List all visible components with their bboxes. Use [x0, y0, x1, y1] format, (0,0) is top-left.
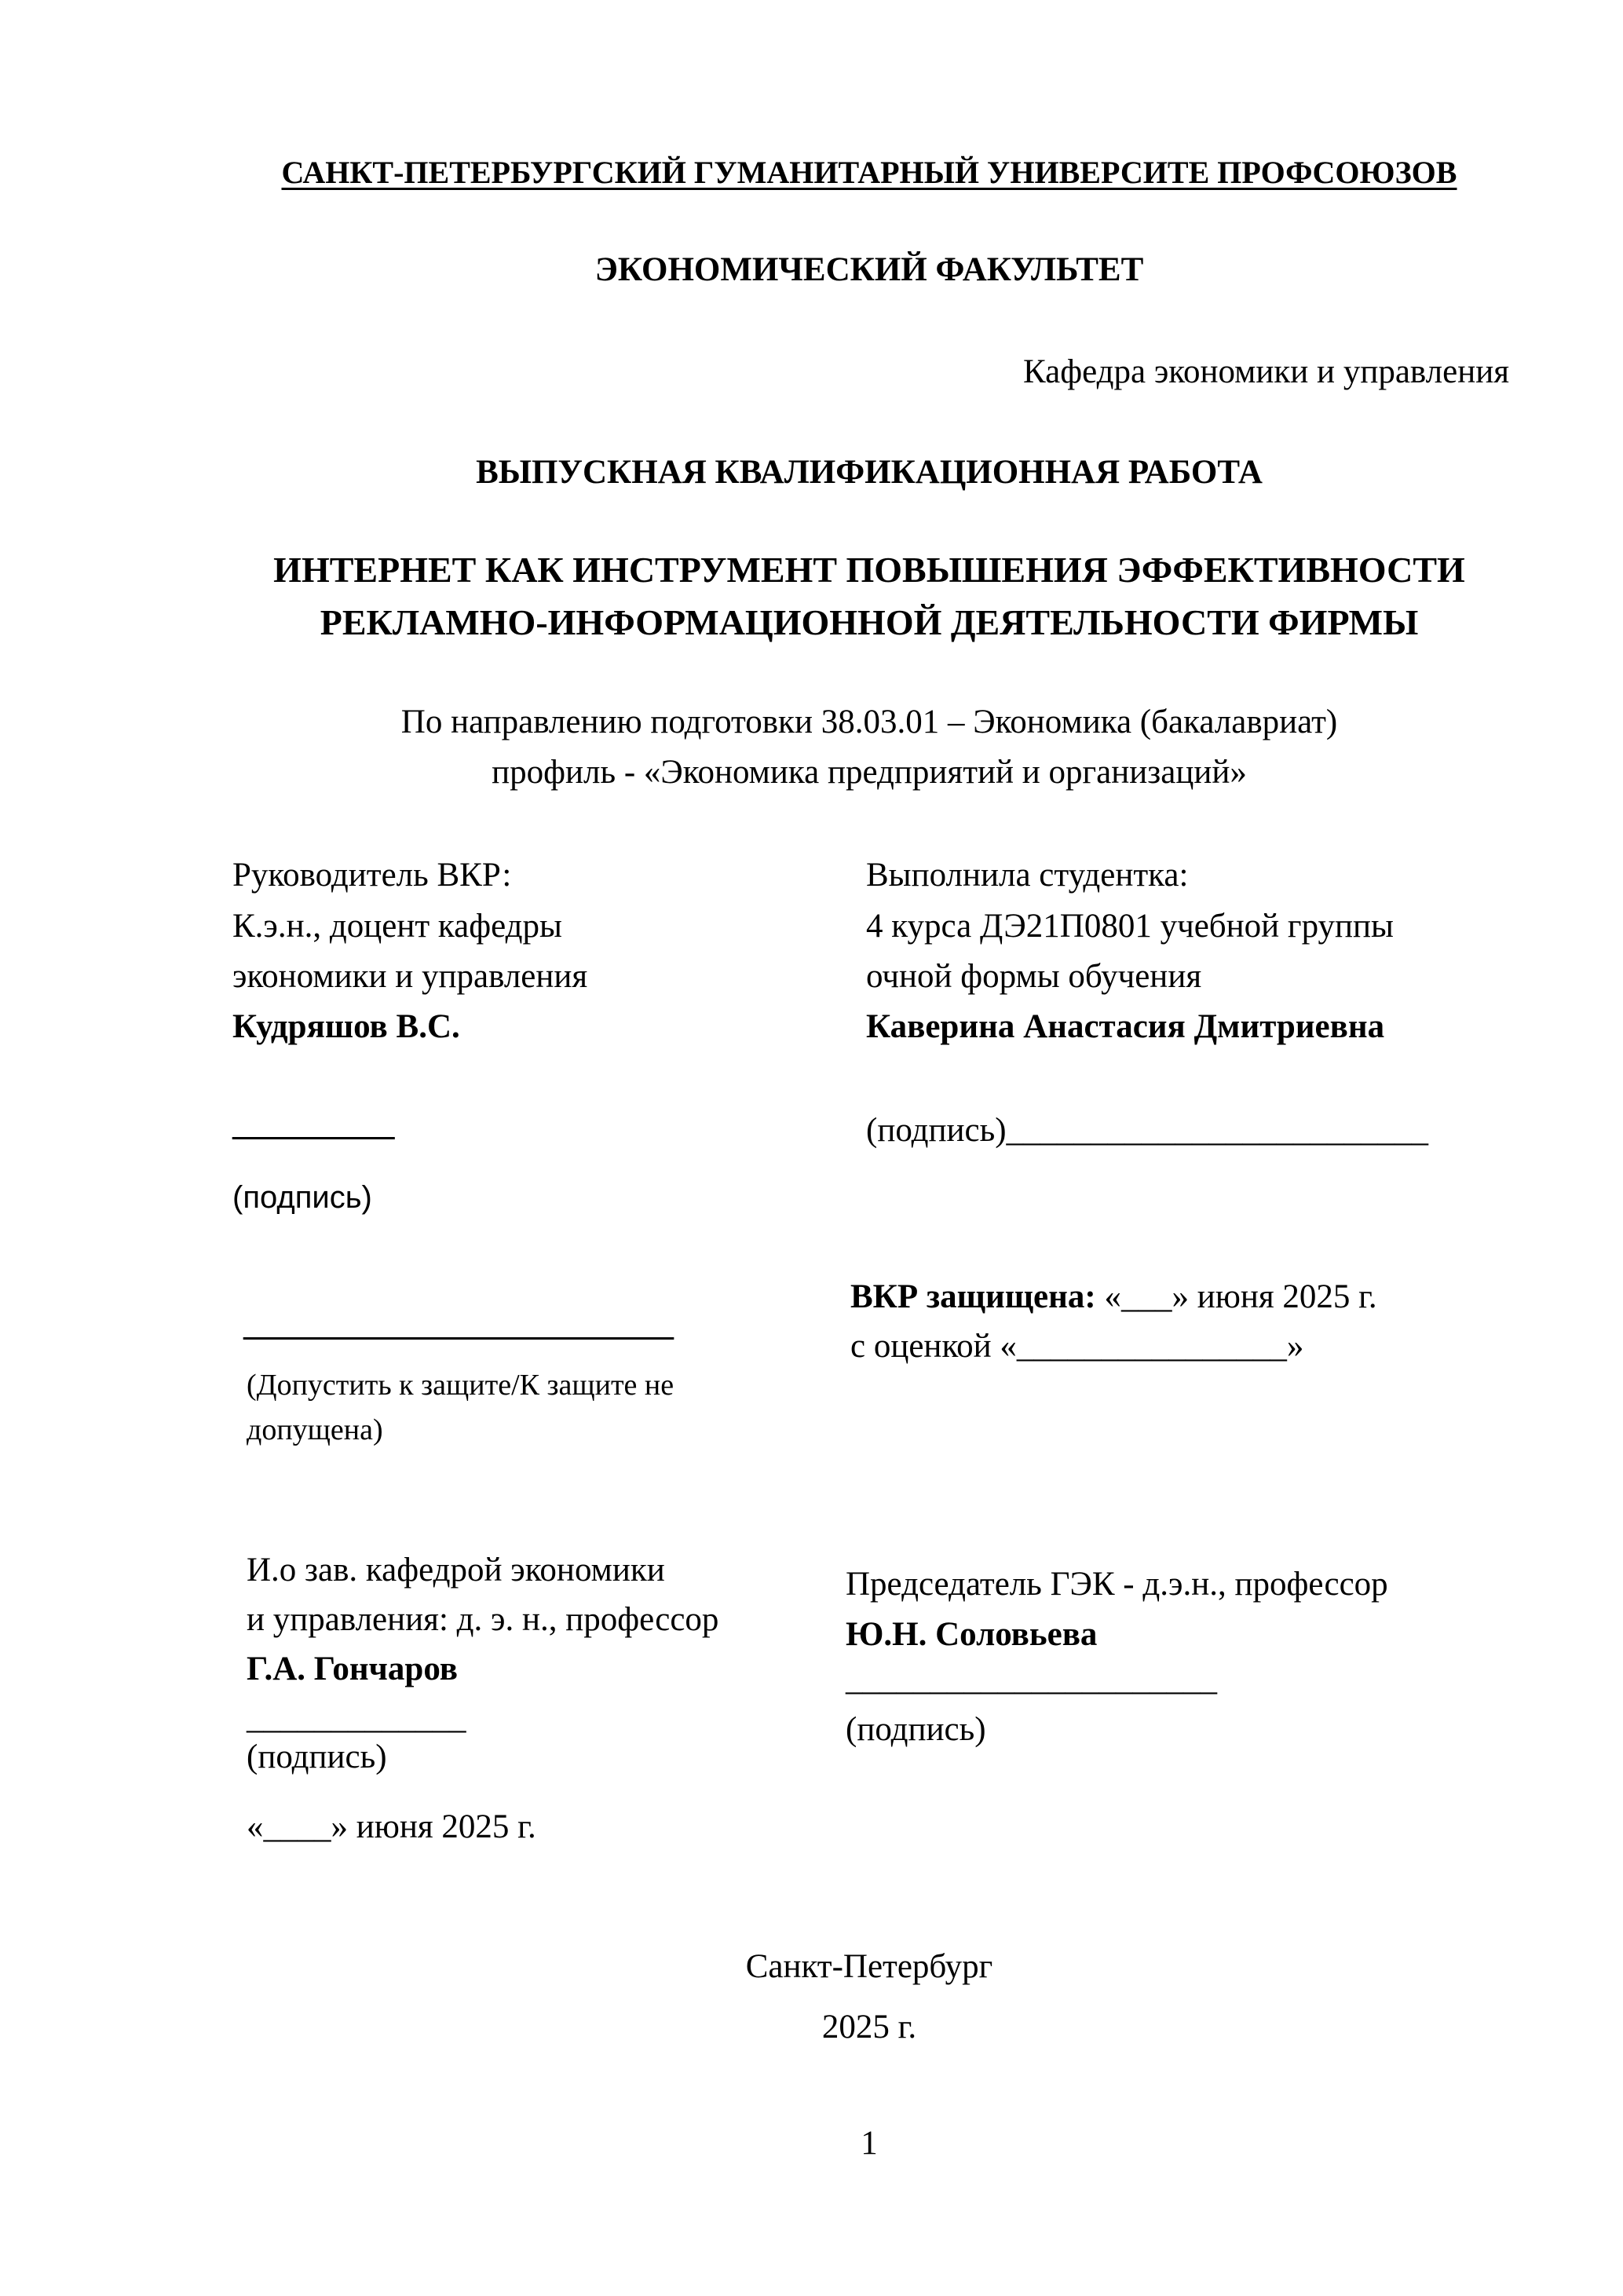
year: 2025 г. [821, 2009, 917, 2046]
defense-grade: с оценкой «________________» [850, 1328, 1304, 1365]
defense-label: ВКР защищена: [850, 1278, 1096, 1315]
work-title-line2: РЕКЛАМНО-ИНФОРМАЦИОННОЙ ДЕЯТЕЛЬНОСТИ ФИРМЫ [320, 602, 1419, 642]
profile-line: профиль - «Экономика предприятий и организаций» [492, 754, 1247, 791]
department-name: Кафедра экономики и управления [1023, 353, 1509, 390]
city: Санкт-Петербург [745, 1948, 993, 1985]
supervisor-position-line1: К.э.н., доцент кафедры [232, 908, 562, 945]
admission-line: ____________________________ [243, 1306, 672, 1343]
admission-note-line2: допущена) [247, 1413, 383, 1446]
university-name: САНКТ-ПЕТЕРБУРГСКИЙ ГУМАНИТАРНЫЙ УНИВЕРСИТЕ ПРОФСОЮЗОВ [281, 155, 1457, 190]
student-group-line: 4 курса ДЭ21П0801 учебной группы [866, 908, 1394, 945]
supervisor-heading: Руководитель ВКР: [232, 857, 512, 894]
supervisor-signature-label: (подпись) [232, 1180, 372, 1215]
student-heading: Выполнила студентка: [866, 857, 1189, 894]
chairman-line1: Председатель ГЭК - д.э.н., профессор [846, 1566, 1388, 1603]
head-line1: И.о зав. кафедрой экономики [247, 1552, 665, 1589]
head-signature-line: _____________ [247, 1699, 466, 1736]
supervisor-name: Кудряшов В.С. [232, 1008, 460, 1045]
work-title-line1: ИНТЕРНЕТ КАК ИНСТРУМЕНТ ПОВЫШЕНИЯ ЭФФЕКТИВНОСТИ [273, 550, 1465, 590]
student-form-line: очной формы обучения [866, 958, 1202, 995]
chairman-signature-line: ______________________ [846, 1661, 1217, 1698]
head-date: «____» июня 2025 г. [247, 1808, 536, 1845]
page-number: 1 [861, 2125, 878, 2162]
student-signature: (подпись)_________________________ [866, 1112, 1429, 1149]
chairman-name: Ю.Н. Соловьева [846, 1616, 1098, 1653]
admission-note-line1: (Допустить к защите/К защите не [247, 1369, 674, 1402]
head-line2: и управления: д. э. н., профессор [247, 1601, 719, 1638]
defense-line [850, 1280, 1377, 1314]
student-name: Каверина Анастасия Дмитриевна [866, 1008, 1385, 1045]
work-type: ВЫПУСКНАЯ КВАЛИФИКАЦИОННАЯ РАБОТА [476, 454, 1263, 491]
chairman-signature-label: (подпись) [846, 1711, 986, 1748]
supervisor-signature-line: ___________ [232, 1106, 393, 1143]
direction-line: По направлению подготовки 38.03.01 – Экономика (бакалавриат) [400, 704, 1338, 740]
defense-date: «___» июня 2025 г. [1095, 1278, 1377, 1315]
supervisor-position-line2: экономики и управления [232, 958, 588, 995]
head-name: Г.А. Гончаров [247, 1651, 458, 1687]
faculty-name: ЭКОНОМИЧЕСКИЙ ФАКУЛЬТЕТ [594, 251, 1144, 288]
head-signature-label: (подпись) [247, 1738, 387, 1775]
